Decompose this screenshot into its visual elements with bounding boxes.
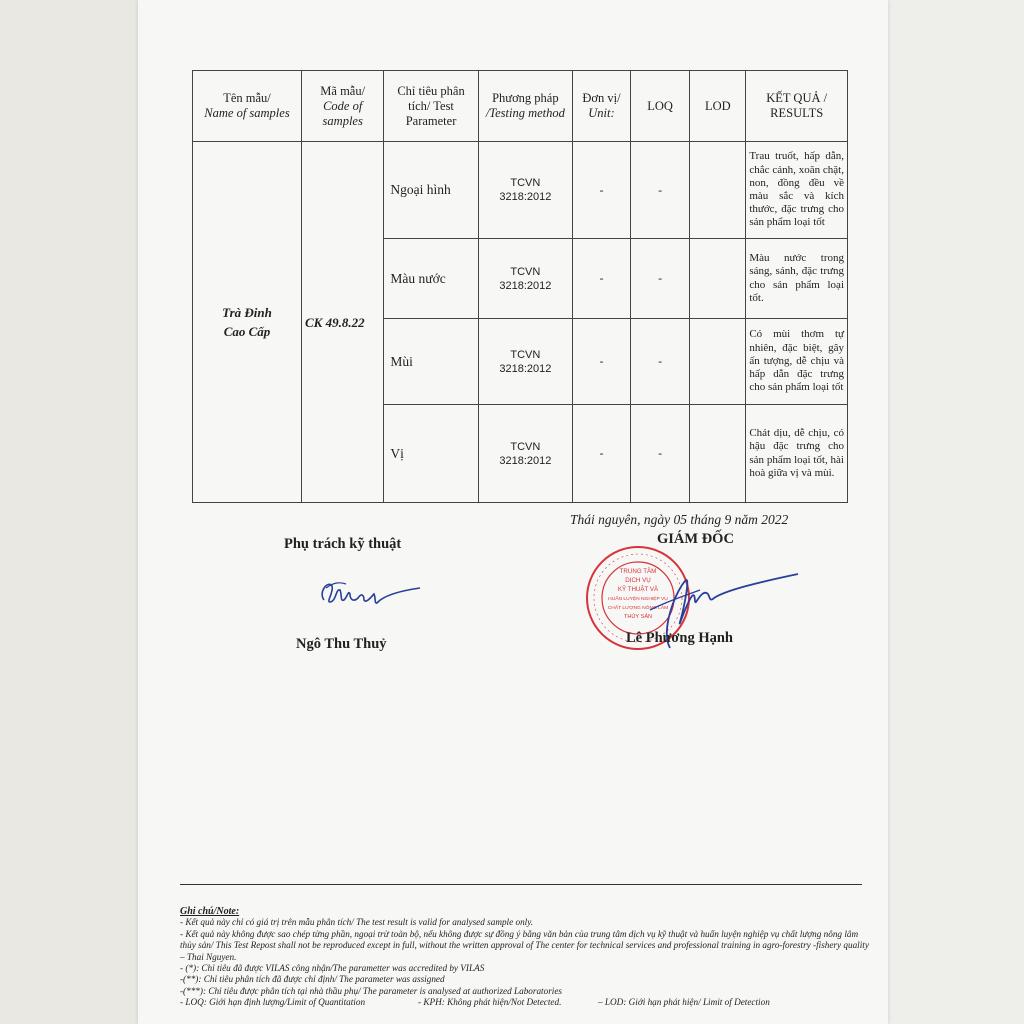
result-cell: Màu nước trong sáng, sánh, đặc trưng cho sản phẩm loại tốt. <box>746 239 848 319</box>
header-test-parameter: Chỉ tiêu phân tích/ Test Parameter <box>384 71 478 142</box>
stamp-text-line: KỸ THUẬT VÀ <box>617 586 659 593</box>
test-results-table <box>192 70 848 503</box>
table-row <box>193 142 848 239</box>
left-signatory-name: Ngô Thu Thuỷ <box>296 636 387 652</box>
note-line: - Kết quả này chỉ có giá trị trên mẫu phân tích/ The test result is valid for analysed sample only. <box>180 917 534 928</box>
stamp-text-line: THỦY SẢN <box>623 614 653 620</box>
loq-cell: - <box>630 142 690 239</box>
header-sample-name: Tên mẫu/ Name of samples <box>193 71 302 142</box>
unit-cell: - <box>573 239 631 319</box>
unit-cell: - <box>573 142 631 239</box>
result-cell: Trau truốt, hấp dẫn, chắc cánh, xoăn chặt, non, đồng đều về màu sắc và kích thước, đặc trưng cho sản phẩm loại tốt <box>746 142 848 239</box>
loq-note: - LOQ: Giới hạn định lượng/Limit of Quantitation <box>180 997 366 1008</box>
lod-cell <box>690 319 746 405</box>
result-cell: Chát dịu, dễ chịu, có hậu đặc trưng cho sản phẩm loại tốt, hài hoà giữa vị và mùi. <box>746 405 848 503</box>
background-left <box>0 0 138 1024</box>
table-header-row <box>193 71 848 142</box>
parameter-cell: Ngoại hình <box>384 142 478 239</box>
kph-note: - KPH: Không phát hiện/Not Detected. <box>418 997 562 1008</box>
loq-cell: - <box>630 405 690 503</box>
method-cell: TCVN 3218:2012 <box>478 319 572 405</box>
lod-note: – LOD: Giới hạn phát hiện/ Limit of Detection <box>598 997 770 1008</box>
loq-cell: - <box>630 319 690 405</box>
method-cell: TCVN 3218:2012 <box>478 142 572 239</box>
notes-section <box>180 906 870 1009</box>
lod-cell <box>690 405 746 503</box>
left-signature <box>316 572 424 612</box>
footer-divider <box>180 884 862 885</box>
sample-name: Trà Đinh Cao Cấp <box>193 142 302 503</box>
note-line: - (*): Chỉ tiêu đã được VILAS công nhận/The parametter was accredited by VILAS <box>180 963 485 974</box>
note-line: - Kết quả này không được sao chép từng phần, ngoại trừ toàn bộ, nếu không được sự đồng ý bằng văn bản của trung tâm dịch vụ kỹ thuật và huấn luyện nghiệp vụ chất lượng nông lâm thủy sản/ This Test Repost shall not be reproduced except in full, without the written approval of The center for technical services and professional training in agro-forestry -fishery quality – Thai Nguyen. <box>180 928 869 962</box>
result-cell: Có mùi thơm tự nhiên, đặc biệt, gây ấn tượng, dễ chịu và hấp dẫn đặc trưng cho sản phẩm loại tốt <box>746 319 848 405</box>
note-line: -(***): Chỉ tiêu được phân tích tại nhà thầu phụ/ The parameter is analysed at authorized Laboratories <box>180 985 562 996</box>
parameter-cell: Mùi <box>384 319 478 405</box>
unit-cell: - <box>573 405 631 503</box>
header-loq: LOQ <box>630 71 690 142</box>
sample-code: CK 49.8.22 <box>301 142 383 503</box>
parameter-cell: Vị <box>384 405 478 503</box>
header-unit: Đơn vị/ Unit: <box>573 71 631 142</box>
header-results: KẾT QUẢ / RESULTS <box>746 71 848 142</box>
issue-date: Thái nguyên, ngày 05 tháng 9 năm 2022 <box>570 512 789 527</box>
notes-title: Ghi chú/Note: <box>180 906 240 917</box>
stamp-text-line: DỊCH VỤ <box>625 577 651 584</box>
header-sample-code: Mã mẫu/ Code of samples <box>301 71 383 142</box>
background-right <box>888 0 1024 1024</box>
header-testing-method: Phương pháp /Testing method <box>478 71 572 142</box>
note-line: -(**): Chỉ tiêu phân tích đã được chỉ định/ The parameter was assigned <box>180 974 445 985</box>
stamp-text-line: HUẤN LUYỆN NGHIỆP VỤ <box>608 597 668 602</box>
method-cell: TCVN 3218:2012 <box>478 239 572 319</box>
parameter-cell: Màu nước <box>384 239 478 319</box>
note-line <box>180 997 870 1008</box>
right-signatory-name: Lê Phương Hạnh <box>626 630 733 646</box>
lod-cell <box>690 239 746 319</box>
header-lod: LOD <box>690 71 746 142</box>
loq-cell: - <box>630 239 690 319</box>
unit-cell: - <box>573 319 631 405</box>
stamp-text-line: TRUNG TÂM <box>619 568 657 575</box>
left-signatory-role: Phụ trách kỹ thuật <box>284 536 402 552</box>
method-cell: TCVN 3218:2012 <box>478 405 572 503</box>
lod-cell <box>690 142 746 239</box>
right-signatory-role: GIÁM ĐỐC <box>657 531 734 547</box>
stamp-text-line: CHẤT LƯỢNG NÔNG LÂM <box>607 606 669 611</box>
